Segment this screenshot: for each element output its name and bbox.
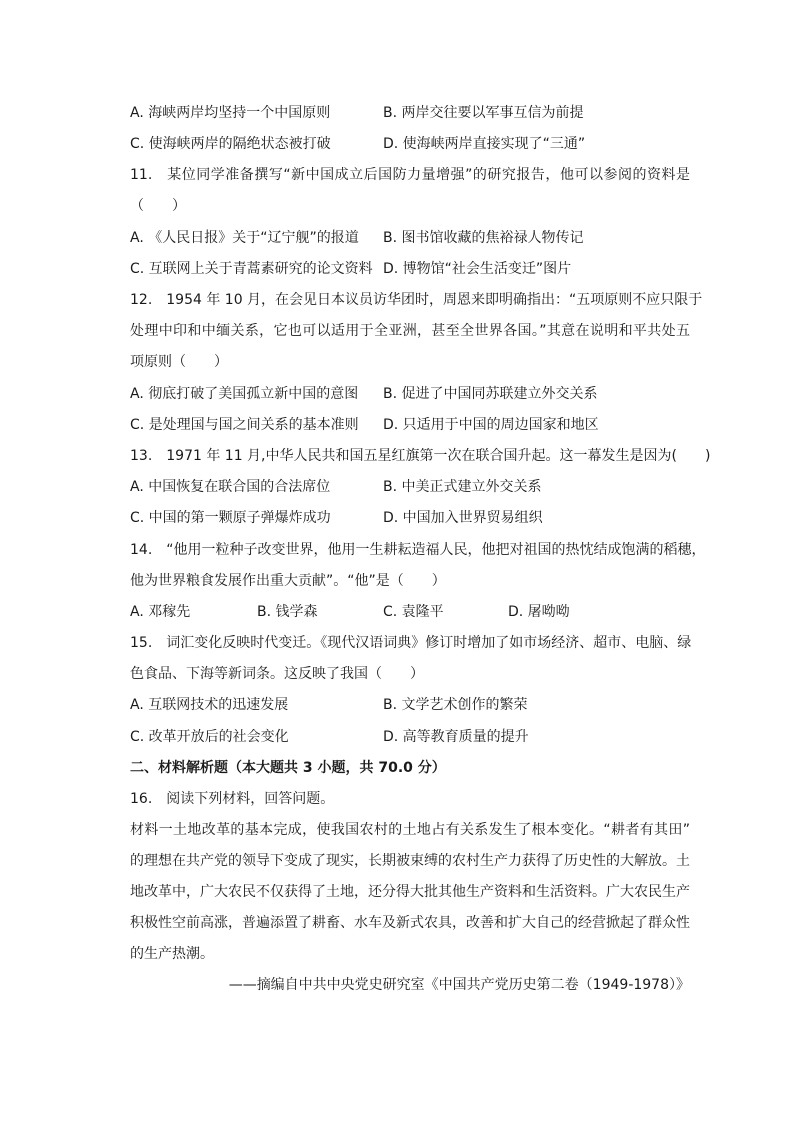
q11-option-d[interactable]: D. 博物馆“社会生活变迁”图片 <box>383 261 572 277</box>
q15-option-b[interactable]: B. 文学艺术创作的繁荣 <box>383 697 528 713</box>
q14-option-d[interactable]: D. 屠呦呦 <box>508 604 570 620</box>
q14-option-c[interactable]: C. 袁隆平 <box>383 604 444 620</box>
q13-option-b[interactable]: B. 中美正式建立外交关系 <box>383 479 542 495</box>
q14-option-b[interactable]: B. 钱学森 <box>257 604 318 620</box>
q10-option-c[interactable]: C. 使海峡两岸的隔绝状态被打破 <box>130 136 331 152</box>
q15-stem-line-2: 色食品、下海等新词条。这反映了我国（ ） <box>130 666 424 682</box>
q15-option-a[interactable]: A. 互联网技术的迅速发展 <box>130 697 289 713</box>
q14-option-a[interactable]: A. 邓稼先 <box>130 604 191 620</box>
q13-option-a[interactable]: A. 中国恢复在联合国的合法席位 <box>130 479 331 495</box>
q12-option-c[interactable]: C. 是处理国与国之间关系的基本准则 <box>130 417 359 433</box>
q11-option-c[interactable]: C. 互联网上关于青蒿素研究的论文资料 <box>130 261 373 277</box>
q16-material-line-1: 材料一土地改革的基本完成，使我国农村的土地占有关系发生了根本变化。“耕者有其田” <box>130 822 690 838</box>
q12-stem-line-3: 项原则（ ） <box>130 354 228 370</box>
q11-option-b[interactable]: B. 图书馆收藏的焦裕禄人物传记 <box>383 230 584 246</box>
q16-material-line-2: 的理想在共产党的领导下变成了现实，长期被束缚的农村生产力获得了历史性的大解放。土 <box>130 853 690 869</box>
q15-option-d[interactable]: D. 高等教育质量的提升 <box>383 729 529 745</box>
q12-option-d[interactable]: D. 只适用于中国的周边国家和地区 <box>383 417 599 433</box>
q11-stem-line-1: 11. 某位同学准备撰写“新中国成立后国防力量增强”的研究报告，他可以参阅的资料是 <box>130 167 690 183</box>
q16-stem: 16. 阅读下列材料，回答问题。 <box>130 791 335 807</box>
q12-option-a[interactable]: A. 彻底打破了美国孤立新中国的意图 <box>130 386 359 402</box>
q15-stem-line-1: 15. 词汇变化反映时代变迁。《现代汉语词典》修订时增加了如市场经济、超市、电脑、绿 <box>130 635 692 651</box>
q11-option-a[interactable]: A. 《人民日报》关于“辽宁舰”的报道 <box>130 230 359 246</box>
q12-option-b[interactable]: B. 促进了中国同苏联建立外交关系 <box>383 386 598 402</box>
q13-option-c[interactable]: C. 中国的第一颗原子弹爆炸成功 <box>130 510 331 526</box>
section-title: 二、材料解析题（本大题共 3 小题，共 70.0 分） <box>130 760 446 776</box>
q16-source-citation: ——摘编自中共中央党史研究室《中国共产党历史第二卷（1949-1978）》 <box>228 977 690 993</box>
q11-stem-line-2: （ ） <box>130 198 186 214</box>
q12-stem-line-1: 12. 1954 年 10 月，在会见日本议员访华团时，周恩来即明确指出：“五项原则不应只限于 <box>130 292 703 308</box>
q13-stem-line-1: 13. 1971 年 11 月,中华人民共和国五星红旗第一次在联合国升起。这一幕发生是因为( ) <box>130 448 711 464</box>
q13-option-d[interactable]: D. 中国加入世界贸易组织 <box>383 510 543 526</box>
q10-option-a[interactable]: A. 海峡两岸均坚持一个中国原则 <box>130 105 331 121</box>
q14-stem-line-1: 14. “他用一粒种子改变世界，他用一生耕耘造福人民，他把对祖国的热忱结成饱满的稻穗， <box>130 542 706 558</box>
q16-material-line-3: 地改革中，广大农民不仅获得了土地，还分得大批其他生产资料和生活资料。广大农民生产 <box>130 884 690 900</box>
q10-option-b[interactable]: B. 两岸交往要以军事互信为前提 <box>383 105 584 121</box>
q15-option-c[interactable]: C. 改革开放后的社会变化 <box>130 729 289 745</box>
q16-material-line-5: 的生产热潮。 <box>130 946 214 962</box>
q14-stem-line-2: 他为世界粮食发展作出重大贡献”。“他”是（ ） <box>130 573 446 589</box>
q12-stem-line-2: 处理中印和中缅关系，它也可以适用于全亚洲，甚至全世界各国。”其意在说明和平共处五 <box>130 323 690 339</box>
q10-option-d[interactable]: D. 使海峡两岸直接实现了“三通” <box>383 136 586 152</box>
q16-material-line-4: 积极性空前高涨，普遍添置了耕畜、水车及新式农具，改善和扩大自己的经营掀起了群众性 <box>130 915 690 931</box>
